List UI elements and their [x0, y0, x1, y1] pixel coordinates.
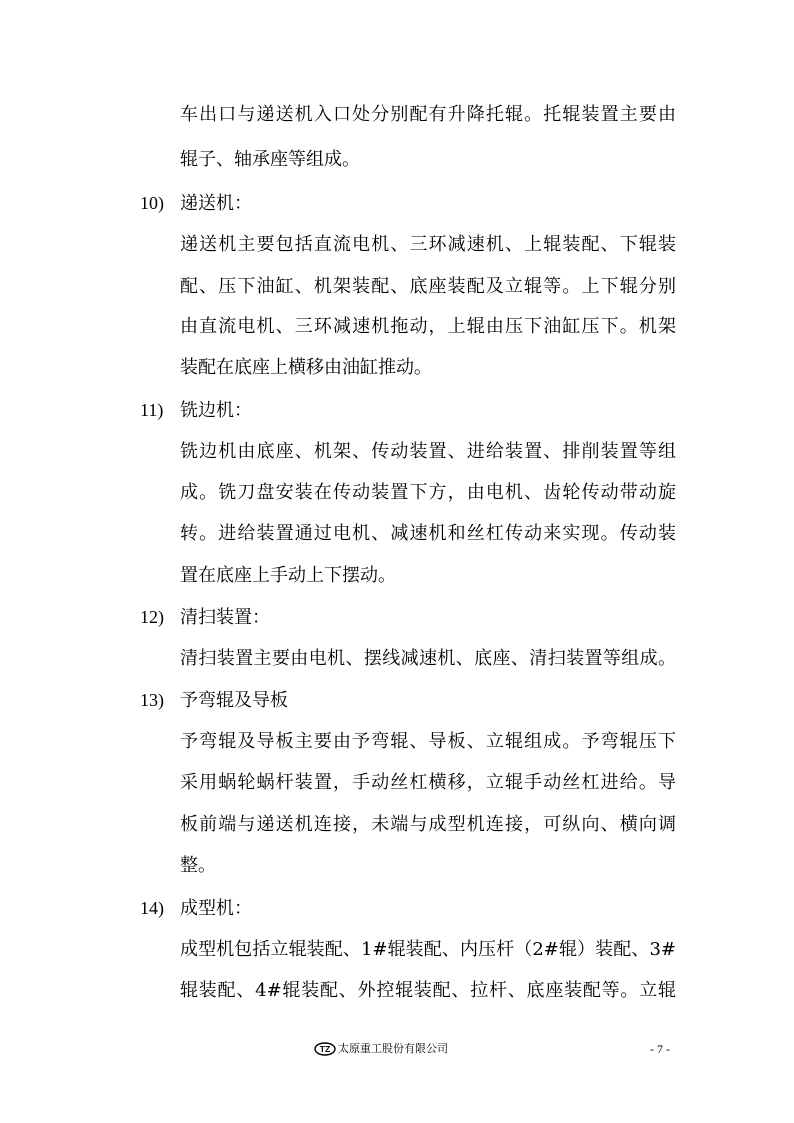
- paragraph-line: 车出口与递送机入口处分别配有升降托辊。托辊装置主要由: [180, 104, 676, 125]
- paragraph-line: 清扫装置主要由电机、摆线减速机、底座、清扫装置等组成。: [180, 648, 676, 669]
- section-heading-13: [140, 688, 680, 712]
- paragraph-line: 成。铣刀盘安装在传动装置下方，由电机、齿轮传动带动旋: [180, 482, 676, 503]
- paragraph-line: 转。进给装置通过电机、减速机和丝杠传动来实现。传动装: [180, 523, 676, 544]
- paragraph-line: 板前端与递送机连接，未端与成型机连接，可纵向、横向调: [180, 814, 676, 835]
- paragraph-line: 辊子、轴承座等组成。: [180, 149, 360, 170]
- paragraph-line: 铣边机由底座、机架、传动装置、进给装置、排削装置等组: [180, 441, 676, 462]
- section-heading-11: [140, 398, 680, 422]
- section-number: 12): [140, 607, 164, 627]
- section-heading-10: [140, 191, 680, 215]
- section-title: 予弯辊及导板: [180, 690, 288, 711]
- paragraph-line: 置在底座上手动上下摆动。: [180, 565, 396, 586]
- section-number: 13): [140, 690, 164, 710]
- company-logo-icon: [314, 1042, 336, 1056]
- paragraph-line: 采用蜗轮蜗杆装置，手动丝杠横移，立辊手动丝杠进给。导: [180, 772, 676, 793]
- section-heading-12: [140, 605, 680, 629]
- paragraph-line: 配、压下油缸、机架装配、底座装配及立辊等。上下辊分别: [180, 276, 676, 297]
- company-brand: [314, 1040, 448, 1058]
- section-title: 成型机：: [180, 898, 252, 919]
- section-number: 11): [140, 400, 164, 420]
- page-number: - 7 -: [650, 1042, 670, 1056]
- section-number: 14): [140, 898, 164, 918]
- paragraph-line: 由直流电机、三环减速机拖动，上辊由压下油缸压下。机架: [180, 316, 676, 337]
- section-heading-14: [140, 896, 680, 920]
- paragraph-line: 整。: [180, 855, 216, 876]
- paragraph-line: 递送机主要包括直流电机、三环减速机、上辊装配、下辊装: [180, 234, 676, 255]
- section-title: 递送机：: [180, 193, 252, 214]
- page-footer: [0, 1040, 794, 1060]
- section-title: 铣边机：: [180, 400, 252, 421]
- paragraph-line: 装配在底座上横移由油缸推动。: [180, 357, 432, 378]
- company-name: 太原重工股份有限公司: [338, 1042, 448, 1055]
- paragraph-line: 成型机包括立辊装配、1#辊装配、内压杆（2#辊）装配、3#: [180, 939, 676, 960]
- paragraph-line: 予弯辊及导板主要由予弯辊、导板、立辊组成。予弯辊压下: [180, 731, 676, 752]
- section-number: 10): [140, 193, 164, 213]
- logo-text: TZ: [319, 1044, 331, 1055]
- section-title: 清扫装置：: [180, 607, 270, 628]
- paragraph-line: 辊装配、4#辊装配、外控辊装配、拉杆、底座装配等。立辊: [180, 980, 676, 1001]
